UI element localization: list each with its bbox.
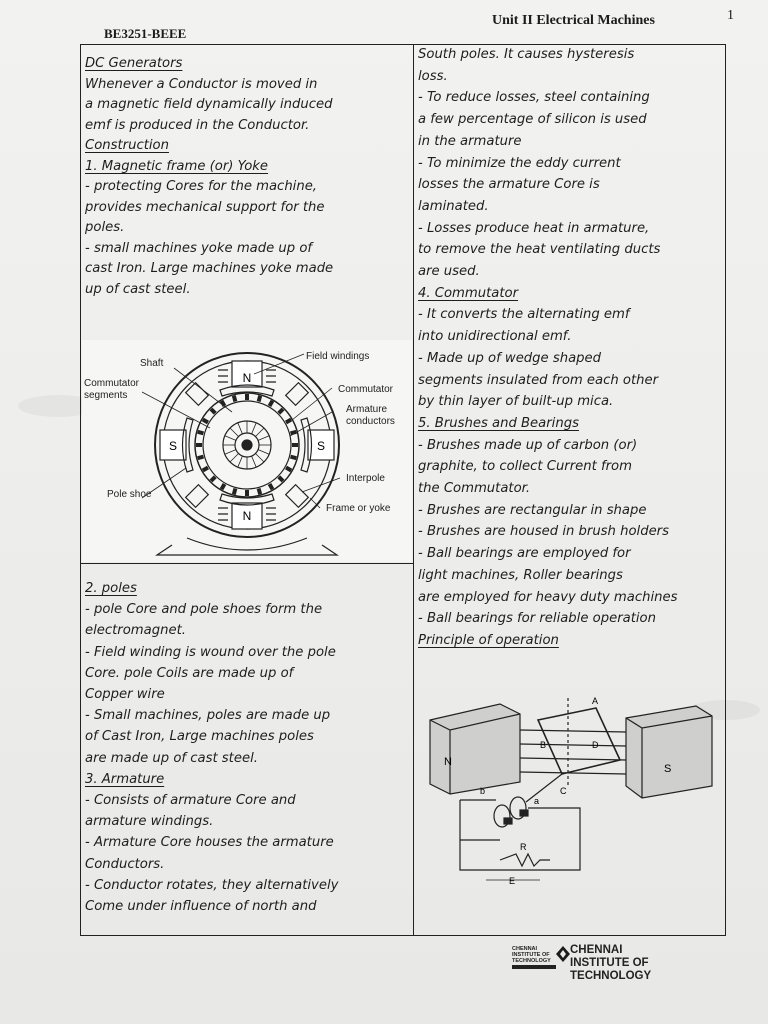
section-heading: DC Generators xyxy=(85,56,183,71)
text-line: light machines, Roller bearings xyxy=(418,567,623,583)
text-line: Whenever a Conductor is moved in xyxy=(85,76,318,92)
text-line: Copper wire xyxy=(85,687,165,703)
shaft-label: Shaft xyxy=(140,358,164,369)
commutator-segment xyxy=(238,456,243,467)
armature-conductor xyxy=(196,443,202,447)
text-line: - Losses produce heat in armature, xyxy=(418,220,650,236)
armature-conductors-label-2: conductors xyxy=(346,416,395,427)
text-line: are employed for heavy duty machines xyxy=(418,589,678,605)
commutator-segment xyxy=(225,450,236,455)
text-line: - Conductor rotates, they alternatively xyxy=(85,877,339,893)
logo-small-line: TECHNOLOGY xyxy=(512,958,551,964)
armature-conductor xyxy=(197,455,204,460)
text-line: up of cast steel. xyxy=(85,281,191,297)
text-line: - Consists of armature Core and xyxy=(85,793,296,809)
armature-conductor xyxy=(232,488,237,495)
text-line: losses the armature Core is xyxy=(418,177,600,193)
text-line: a few percentage of silicon is used xyxy=(418,112,647,128)
text-line: emf is produced in the Conductor. xyxy=(85,117,310,133)
coil-d-label: D xyxy=(592,740,599,750)
text-line: loss. xyxy=(418,68,448,84)
logo-small-line: INSTITUTE OF xyxy=(512,952,550,958)
dc-machine-diagram xyxy=(82,340,412,562)
text-line: - Field winding is wound over the pole xyxy=(85,644,336,660)
section-heading: 2. poles xyxy=(85,581,137,596)
unit-title: Unit II Electrical Machines xyxy=(492,13,655,28)
commutator-segment xyxy=(252,423,257,434)
commutator-segment xyxy=(258,436,269,441)
commutator-segment xyxy=(238,423,243,434)
text-line: - Made up of wedge shaped xyxy=(418,350,602,366)
dc-machine-figure xyxy=(82,340,412,562)
text-line: - Armature Core houses the armature xyxy=(85,835,334,851)
resistor-r-label: R xyxy=(520,842,527,852)
armature-conductor xyxy=(292,443,298,447)
commutator-segments-label-2: segments xyxy=(84,390,128,401)
pole-s-label-right: S xyxy=(316,439,326,453)
magnet-s-label: S xyxy=(664,763,672,775)
logo-big-text xyxy=(570,944,722,983)
text-line: in the armature xyxy=(418,133,522,149)
text-line: electromagnet. xyxy=(85,623,186,639)
interpole-label: Interpole xyxy=(346,473,385,484)
logo-big-line: INSTITUTE OF TECHNOLOGY xyxy=(570,957,652,982)
text-line: - To reduce losses, steel containing xyxy=(418,90,650,106)
section-heading: 4. Commutator xyxy=(418,285,519,301)
column-divider xyxy=(413,44,414,936)
text-line: - Ball bearings are employed for xyxy=(418,546,631,562)
left-section-divider xyxy=(80,563,414,564)
armature-conductor xyxy=(257,395,262,402)
armature-conductor xyxy=(290,455,297,460)
armature-conductor xyxy=(232,395,237,402)
text-line: - Brushes made up of carbon (or) xyxy=(418,437,638,453)
text-line: poles. xyxy=(85,220,125,235)
commutator-segment xyxy=(258,450,269,455)
frame-or-yoke-label: Frame or yoke xyxy=(326,503,391,514)
text-line: - Brushes are housed in brush holders xyxy=(418,524,669,540)
commutator-segments-label-1: Commutator xyxy=(84,378,140,389)
commutator-segment xyxy=(230,428,239,437)
text-line: of Cast Iron, Large machines poles xyxy=(85,729,314,745)
text-line: cast Iron. Large machines yoke made xyxy=(85,261,334,276)
left-column-top xyxy=(85,54,411,300)
section-heading: Principle of operation xyxy=(418,632,559,648)
commutator-segment xyxy=(252,456,257,467)
text-line: laminated. xyxy=(418,198,489,214)
text-line: by thin layer of built-up mica. xyxy=(418,394,614,410)
field-windings-label: Field windings xyxy=(306,351,370,362)
text-line: - Brushes are rectangular in shape xyxy=(418,502,647,518)
logo-big-line: CHENNAI xyxy=(570,944,623,956)
coil-c-label: C xyxy=(560,786,567,796)
coil-a-label: A xyxy=(592,696,599,706)
principle-figure xyxy=(420,690,722,910)
commutator-segment xyxy=(230,454,239,463)
text-line: the Commutator. xyxy=(418,481,531,497)
pole-s-label-left: S xyxy=(168,439,178,453)
section-heading: Construction xyxy=(85,138,169,153)
course-code: BE3251-BEEE xyxy=(104,26,187,41)
text-line: a magnetic field dynamically induced xyxy=(85,97,333,112)
ring-a-label: a xyxy=(534,796,540,806)
text-line: Come under influence of north and xyxy=(85,899,317,915)
text-line: segments insulated from each other xyxy=(418,372,659,388)
armature-conductor xyxy=(197,430,204,435)
text-line: - protecting Cores for the machine, xyxy=(85,179,317,194)
text-line: - Small machines, poles are made up xyxy=(85,708,331,724)
logo-bar xyxy=(512,965,556,969)
principle-diagram xyxy=(420,690,722,910)
text-line: are used. xyxy=(418,264,480,280)
text-line: South poles. It causes hysteresis xyxy=(418,47,635,62)
commutator-segment xyxy=(225,436,236,441)
magnet-n-label: N xyxy=(444,756,452,768)
coil-b-label: B xyxy=(540,740,547,750)
text-line: armature windings. xyxy=(85,814,214,830)
logo-small-text xyxy=(512,946,556,969)
text-line: - small machines yoke made up of xyxy=(85,240,313,256)
section-heading: 5. Brushes and Bearings xyxy=(418,415,579,431)
section-heading: 3. Armature xyxy=(85,771,165,787)
left-column-bottom xyxy=(85,578,411,917)
text-line: - Ball bearings for reliable operation xyxy=(418,611,656,627)
corner-mark: 1 xyxy=(727,8,734,23)
text-line: graphite, to collect Current from xyxy=(418,459,632,475)
armature-conductor xyxy=(245,490,249,496)
pole-shoe-label: Pole shoe xyxy=(107,489,152,500)
text-line: provides mechanical support for the xyxy=(85,199,325,215)
text-line: - It converts the alternating emf xyxy=(418,307,630,323)
text-line: into unidirectional emf. xyxy=(418,329,572,345)
pole-n-label-top: N xyxy=(242,371,252,385)
text-line: to remove the heat ventilating ducts xyxy=(418,242,661,258)
text-line: Core. pole Coils are made up of xyxy=(85,665,294,681)
right-column xyxy=(418,44,724,652)
logo-small-line: CHENNAI xyxy=(512,946,538,952)
armature-conductor xyxy=(257,488,262,495)
commutator-segment xyxy=(256,454,265,463)
text-line: are made up of cast steel. xyxy=(85,750,258,766)
text-line: - To minimize the eddy current xyxy=(418,155,621,171)
section-heading: 1. Magnetic frame (or) Yoke xyxy=(85,158,269,174)
commutator-label: Commutator xyxy=(338,384,394,395)
emf-e-label: E xyxy=(509,876,516,886)
ring-b-label: b xyxy=(480,786,486,796)
text-line: - pole Core and pole shoes form the xyxy=(85,602,323,618)
armature-conductor xyxy=(245,394,249,400)
armature-conductors-label-1: Armature xyxy=(346,404,388,415)
logo-emblem-icon xyxy=(556,946,570,962)
institute-logo xyxy=(512,942,722,982)
text-line: Conductors. xyxy=(85,856,165,872)
commutator-segment xyxy=(256,428,265,437)
pole-n-label-bottom: N xyxy=(242,509,252,523)
